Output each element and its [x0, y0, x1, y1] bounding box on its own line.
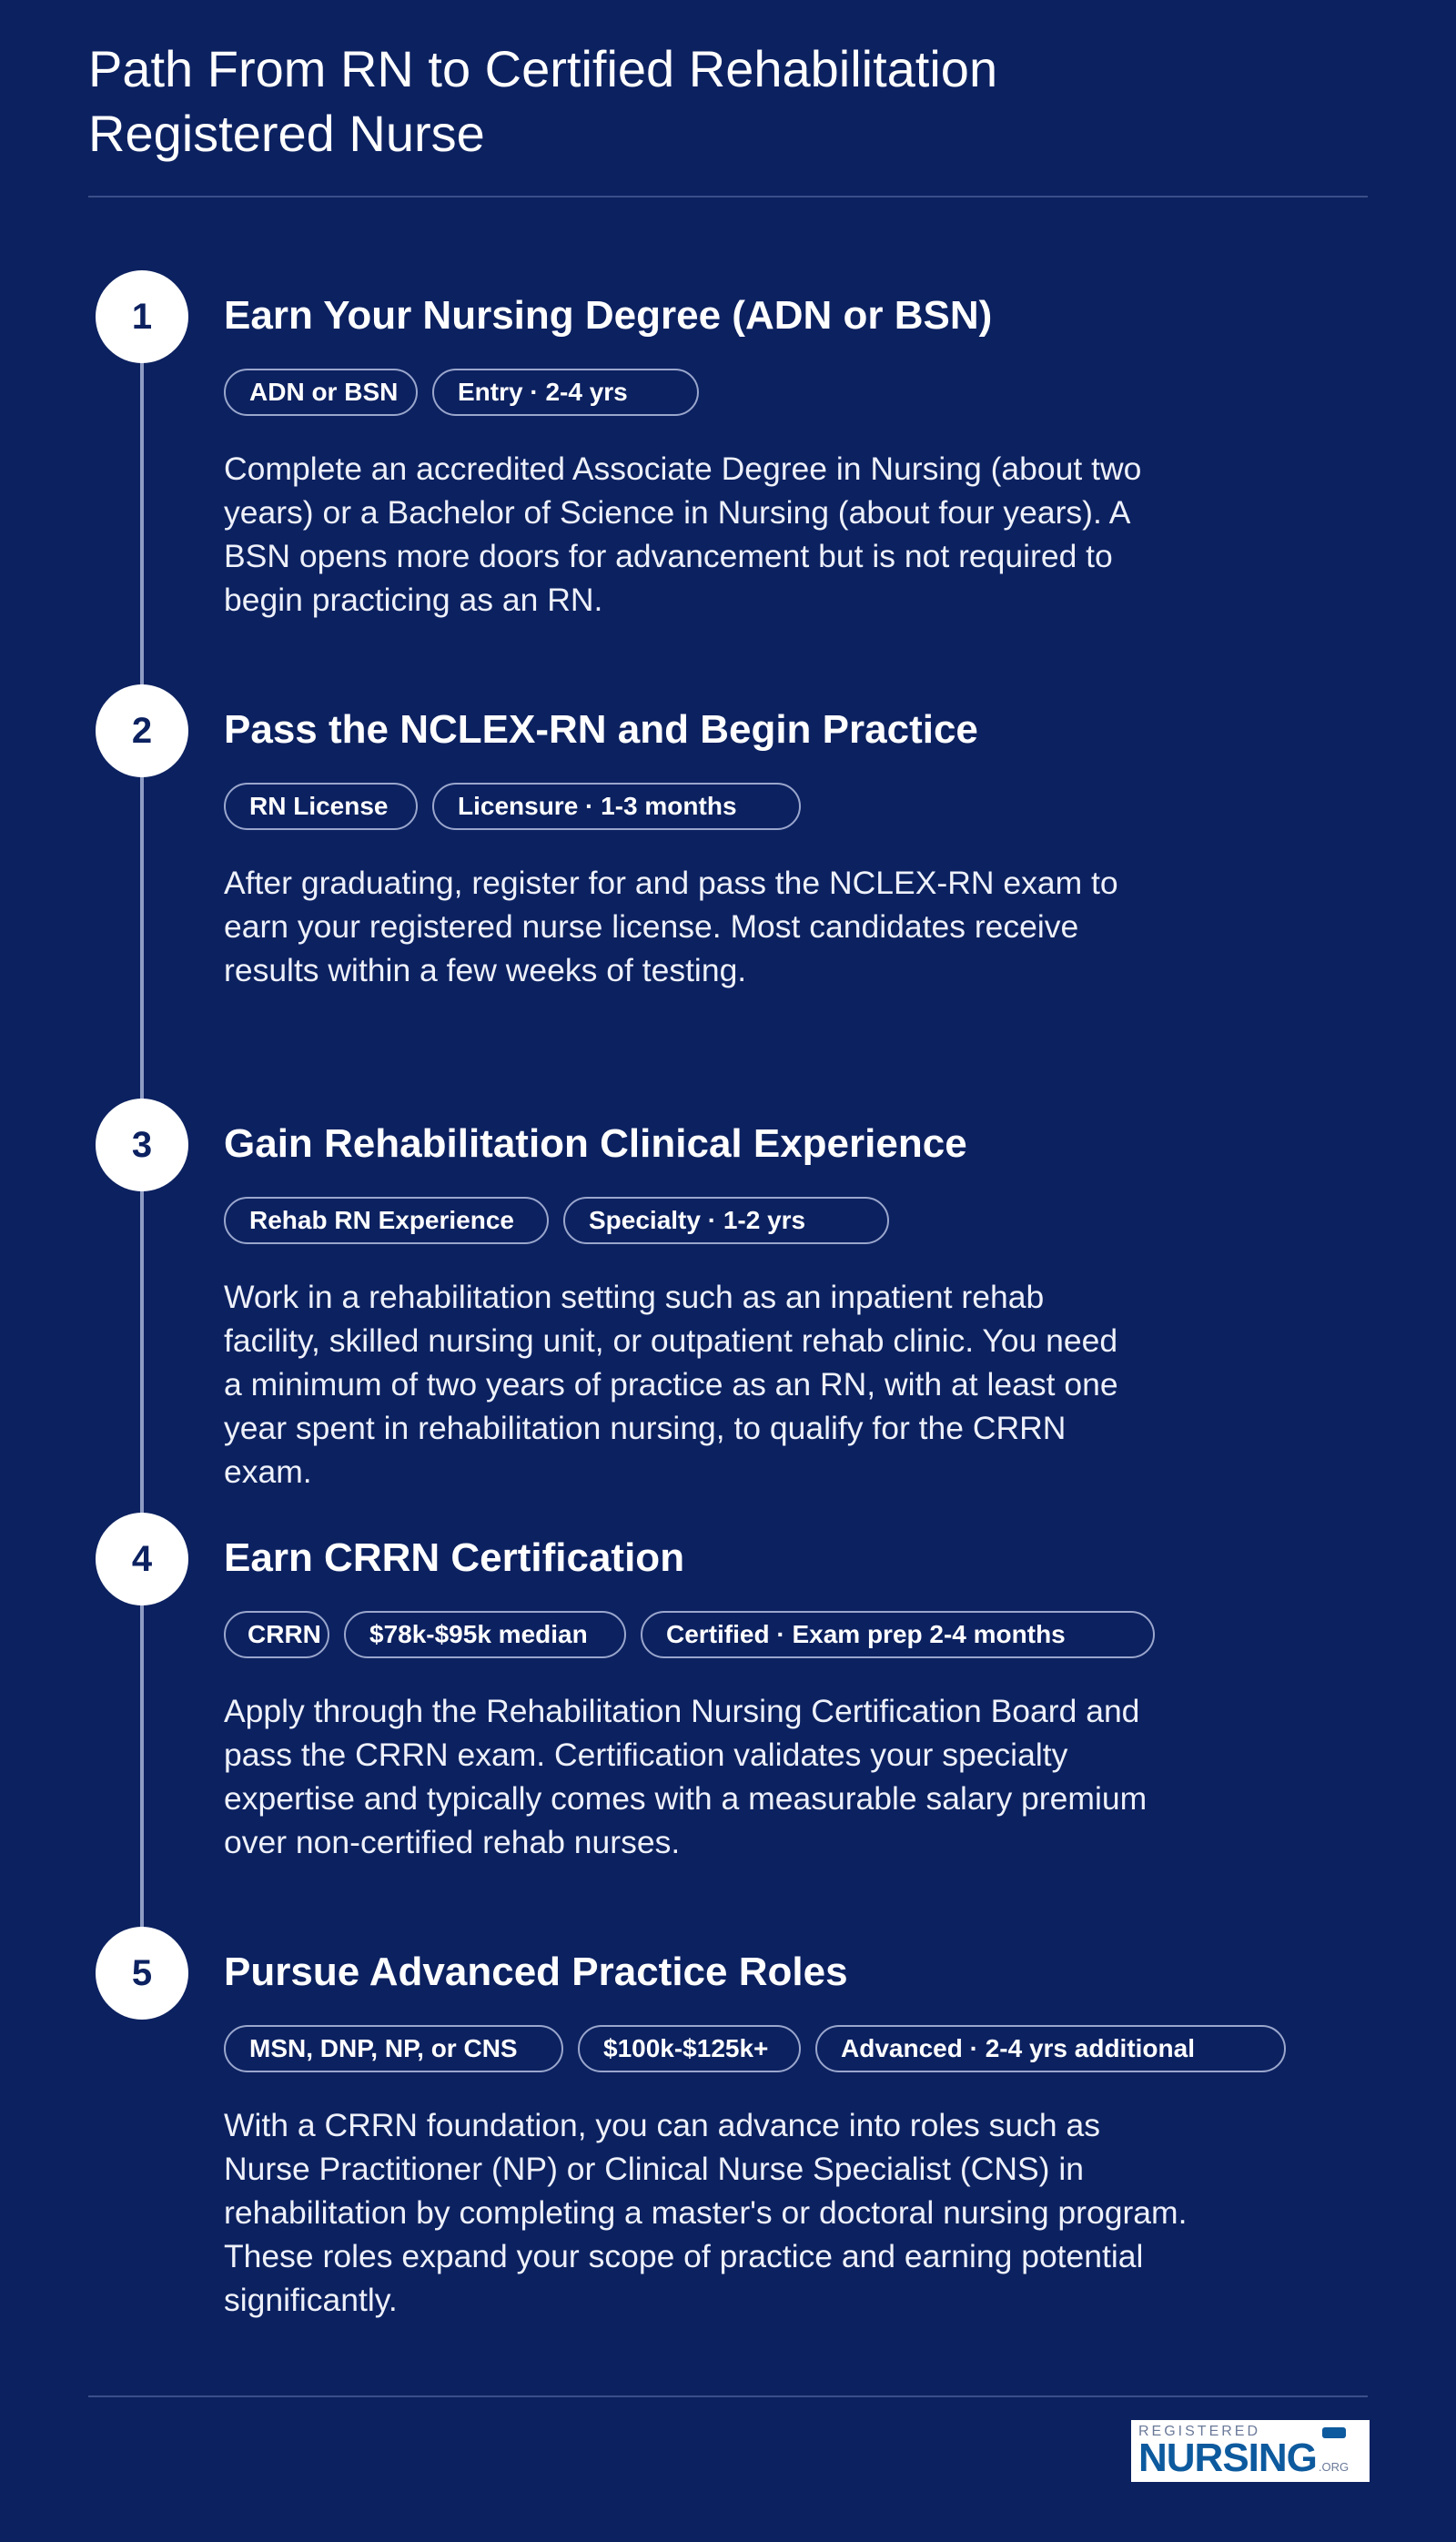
step-title: Earn Your Nursing Degree (ADN or BSN): [224, 293, 993, 338]
step-number-circle: 3: [96, 1099, 188, 1191]
logo-top-text: REGISTERED: [1138, 2424, 1261, 2439]
tag-badge: Specialty · 1-2 yrs: [563, 1197, 889, 1244]
step-tags: [224, 2025, 1286, 2072]
tag-badge: $78k-$95k median: [344, 1611, 626, 1658]
tag-badge: Entry · 2-4 yrs: [432, 369, 699, 416]
page-title: Path From RN to Certified Rehabilitation Registered Nurse: [88, 40, 998, 162]
tag-badge: Licensure · 1-3 months: [432, 783, 801, 830]
step-tags: [224, 1197, 889, 1244]
step-number-circle: 2: [96, 684, 188, 777]
nurse-cap-icon: [1322, 2427, 1346, 2438]
tag-badge: MSN, DNP, NP, or CNS: [224, 2025, 563, 2072]
logo-main-text: NURSING: [1138, 2436, 1317, 2480]
tag-badge: RN License: [224, 783, 418, 830]
step-title: Pass the NCLEX-RN and Begin Practice: [224, 707, 978, 752]
step-title: Earn CRRN Certification: [224, 1535, 685, 1580]
step-description: After graduating, register for and pass the NCLEX-RN exam to earn your registered nurse license. Most candidates receive results within a few weeks of testing.: [224, 865, 1118, 988]
tag-badge: ADN or BSN: [224, 369, 418, 416]
step-description: Apply through the Rehabilitation Nursing Certification Board and pass the CRRN exam. Certification validates your specialty expertise and typically comes with a measurable salary premium over non-certified rehab nurses.: [224, 1693, 1148, 1860]
logo-suffix: .ORG: [1318, 2460, 1350, 2474]
step-tags: [224, 783, 801, 830]
step-number-circle: 4: [96, 1513, 188, 1605]
step-tags: [224, 369, 699, 416]
top-divider: [88, 196, 1368, 197]
tag-badge: CRRN: [224, 1611, 329, 1658]
step-description: Work in a rehabilitation setting such as an inpatient rehab facility, skilled nursing unit, or outpatient rehab clinic. You need a minimum of two years of practice as an RN, with at least one year spent in rehabilitation nursing, to qualify for the CRRN exam.: [224, 1279, 1118, 1490]
step-title: Pursue Advanced Practice Roles: [224, 1950, 848, 1994]
step-number-circle: 1: [96, 270, 188, 363]
step-tags: [224, 1611, 1155, 1658]
step-title: Gain Rehabilitation Clinical Experience: [224, 1121, 967, 1166]
tag-badge: $100k-$125k+: [578, 2025, 801, 2072]
tag-badge: Certified · Exam prep 2-4 months: [641, 1611, 1155, 1658]
step-number-circle: 5: [96, 1927, 188, 2020]
tag-badge: Rehab RN Experience: [224, 1197, 549, 1244]
registered-nursing-logo: [1131, 2420, 1370, 2482]
step-description: Complete an accredited Associate Degree in Nursing (about two years) or a Bachelor of Science in Nursing (about four years). A BSN opens more doors for advancement but is not required to begin practicing as an RN.: [224, 451, 1142, 618]
tag-badge: Advanced · 2-4 yrs additional: [815, 2025, 1286, 2072]
bottom-divider: [88, 2395, 1368, 2397]
step-description: With a CRRN foundation, you can advance into roles such as Nurse Practitioner (NP) or Clinical Nurse Specialist (CNS) in rehabilitation by completing a master's or doctoral nursing program. These roles expand your scope of practice and earning potential significantly.: [224, 2107, 1188, 2318]
